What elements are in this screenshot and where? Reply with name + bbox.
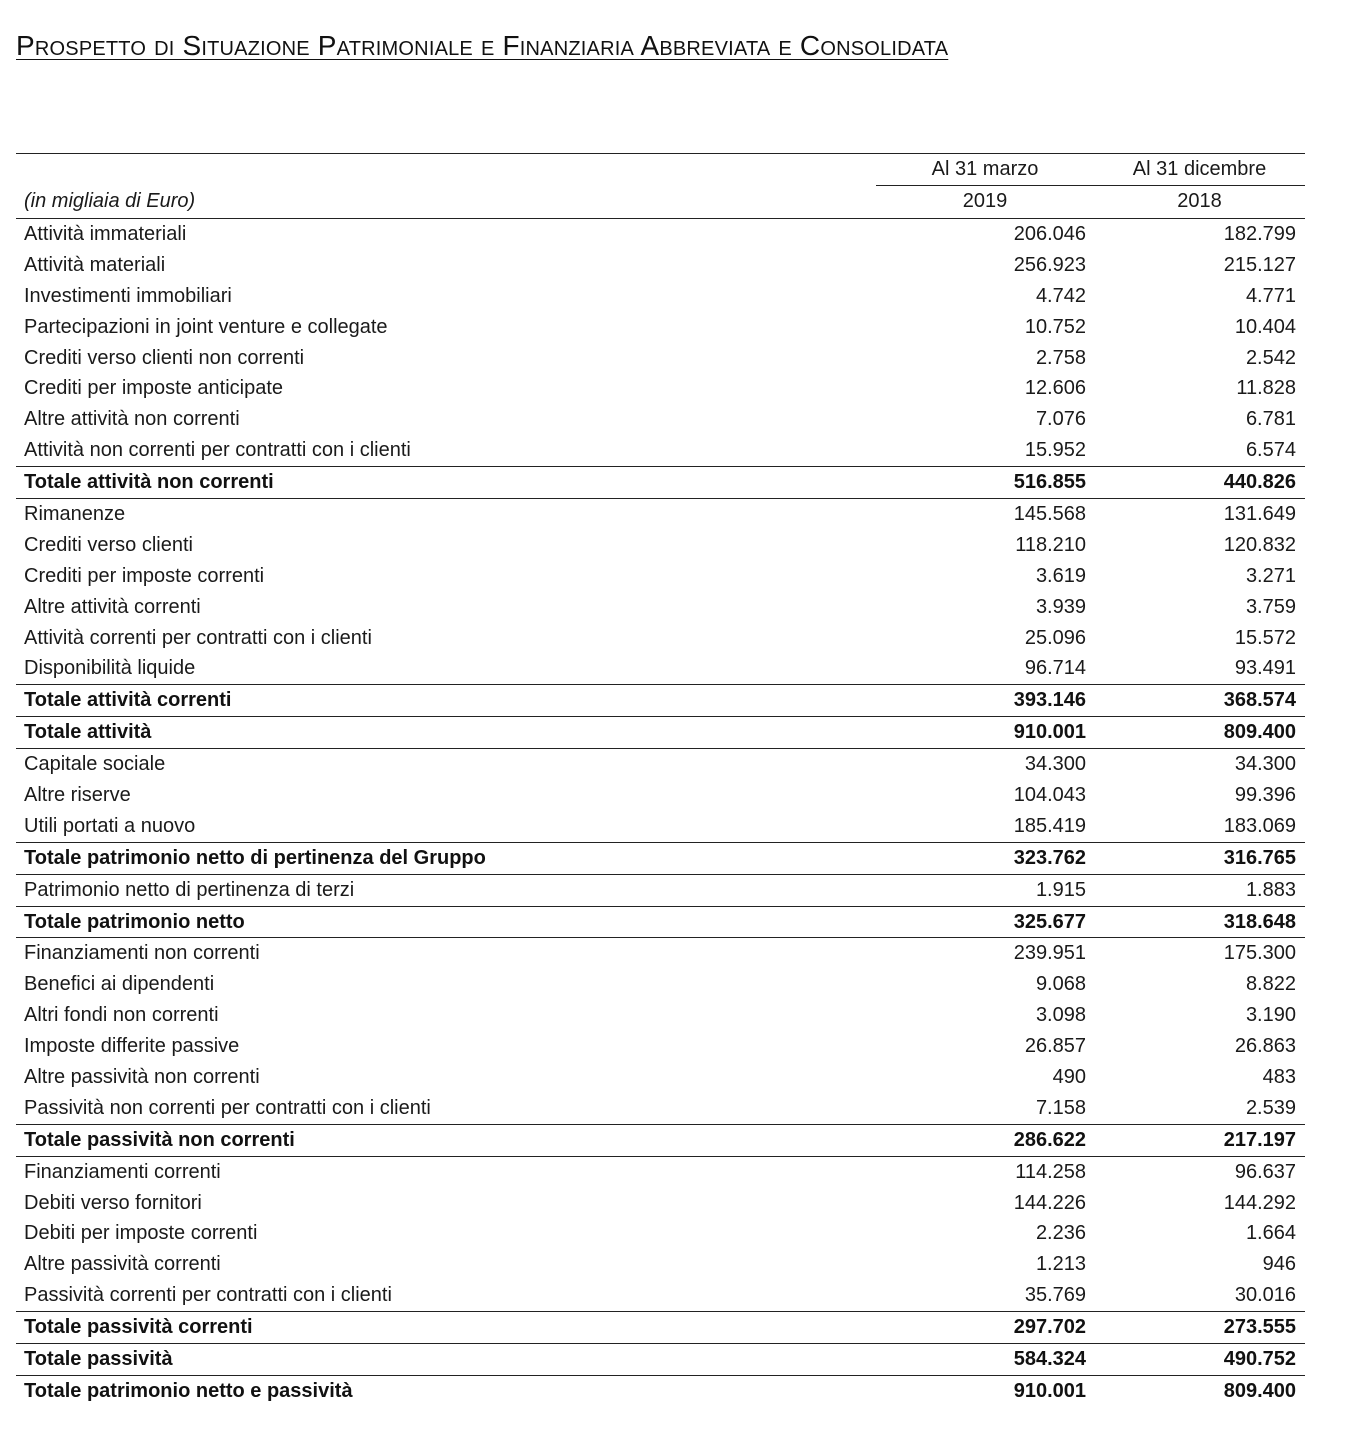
table-row <box>16 561 1305 592</box>
table-row <box>16 343 1305 374</box>
row-label: Investimenti immobiliari <box>24 284 232 307</box>
table-row <box>16 1156 1305 1188</box>
row-label: Imposte differite passive <box>24 1035 240 1058</box>
value-2019: 104.043 <box>1013 783 1086 806</box>
value-2019: 910.001 <box>1013 721 1086 744</box>
row-label: Altre attività correnti <box>24 595 201 618</box>
row-label: Passività non correnti per contratti con i clienti <box>24 1096 431 1119</box>
value-2019: 239.951 <box>1013 942 1086 965</box>
header-divider <box>876 185 1305 186</box>
value-2018: 120.832 <box>1223 533 1296 556</box>
value-2019: 3.098 <box>1035 1004 1086 1027</box>
balance-sheet-table <box>16 153 1305 1407</box>
table-row <box>16 1280 1305 1311</box>
value-2018: 3.271 <box>1245 564 1296 587</box>
value-2019: 297.702 <box>1013 1316 1086 1339</box>
value-2019: 1.915 <box>1035 878 1086 901</box>
value-2018: 131.649 <box>1223 502 1296 525</box>
value-2018: 368.574 <box>1223 689 1296 712</box>
row-label: Attività non correnti per contratti con i clienti <box>24 439 411 462</box>
table-row <box>16 969 1305 1000</box>
value-2018: 273.555 <box>1223 1316 1296 1339</box>
table-row <box>16 404 1305 435</box>
value-2018: 483 <box>1262 1065 1296 1088</box>
value-2019: 35.769 <box>1024 1284 1086 1307</box>
value-2019: 206.046 <box>1013 222 1086 245</box>
value-2018: 1.883 <box>1245 878 1296 901</box>
row-label: Passività correnti per contratti con i clienti <box>24 1284 392 1307</box>
table-row <box>16 1219 1305 1250</box>
row-label: Finanziamenti correnti <box>24 1160 221 1183</box>
row-label: Patrimonio netto di pertinenza di terzi <box>24 878 355 901</box>
row-label: Crediti verso clienti non correnti <box>24 346 305 369</box>
row-label: Altre passività correnti <box>24 1253 221 1276</box>
document-title: Prospetto di Situazione Patrimoniale e Finanziaria Abbreviata e Consolidata <box>16 30 949 61</box>
value-2019: 118.210 <box>1015 533 1086 556</box>
table-row <box>16 748 1305 780</box>
total-row <box>16 1375 1305 1407</box>
table-row <box>16 1093 1305 1124</box>
table-row <box>16 1000 1305 1031</box>
row-label: Debiti per imposte correnti <box>24 1222 258 1245</box>
table-row <box>16 435 1305 466</box>
table-row <box>16 250 1305 281</box>
value-2019: 7.076 <box>1035 408 1086 431</box>
row-label: Altre passività non correnti <box>24 1065 260 1088</box>
row-label: Debiti verso fornitori <box>24 1191 202 1214</box>
row-label: Attività immateriali <box>24 222 187 245</box>
value-2019: 3.619 <box>1035 564 1086 587</box>
value-2019: 12.606 <box>1024 377 1086 400</box>
row-label: Disponibilità liquide <box>24 657 196 680</box>
table-row <box>16 1188 1305 1219</box>
row-label: Crediti verso clienti <box>24 533 193 556</box>
year-header-2018: 2018 <box>1177 190 1222 212</box>
row-label: Crediti per imposte correnti <box>24 564 265 587</box>
row-label: Benefici ai dipendenti <box>24 973 215 996</box>
table-row <box>16 653 1305 684</box>
row-label: Totale attività <box>24 721 152 744</box>
table-row <box>16 811 1305 842</box>
value-2019: 323.762 <box>1013 846 1086 869</box>
table-row <box>16 312 1305 343</box>
table-row <box>16 1031 1305 1062</box>
value-2018: 3.759 <box>1245 595 1296 618</box>
table-row <box>16 1062 1305 1093</box>
value-2018: 440.826 <box>1223 471 1296 494</box>
value-2018: 11.828 <box>1236 377 1296 400</box>
value-2018: 15.572 <box>1234 626 1296 649</box>
value-2019: 325.677 <box>1013 910 1086 933</box>
total-row <box>16 1343 1305 1375</box>
table-header <box>16 154 1305 219</box>
value-2019: 25.096 <box>1024 626 1086 649</box>
table-row <box>16 1249 1305 1280</box>
row-label: Totale patrimonio netto di pertinenza del Gruppo <box>24 846 486 869</box>
value-2018: 1.664 <box>1245 1222 1296 1245</box>
value-2018: 26.863 <box>1234 1035 1296 1058</box>
value-2018: 490.752 <box>1223 1348 1296 1370</box>
row-label: Capitale sociale <box>24 753 166 776</box>
value-2018: 215.127 <box>1223 253 1296 276</box>
value-2019: 7.158 <box>1035 1096 1086 1119</box>
table-row <box>16 937 1305 969</box>
value-2019: 393.146 <box>1013 689 1086 712</box>
value-2018: 217.197 <box>1223 1128 1296 1151</box>
value-2018: 182.799 <box>1223 222 1296 245</box>
value-2019: 3.939 <box>1035 595 1086 618</box>
table-row <box>16 281 1305 312</box>
row-label: Totale passività <box>24 1348 173 1370</box>
value-2018: 316.765 <box>1223 846 1296 869</box>
total-row <box>16 466 1305 498</box>
value-2018: 175.300 <box>1223 942 1296 965</box>
value-2019: 2.758 <box>1035 346 1086 369</box>
total-row <box>16 906 1305 938</box>
value-2018: 183.069 <box>1223 814 1296 837</box>
value-2018: 318.648 <box>1223 910 1296 933</box>
value-2019: 9.068 <box>1035 973 1086 996</box>
table-row <box>16 623 1305 654</box>
value-2018: 99.396 <box>1234 783 1296 806</box>
value-2018: 6.574 <box>1245 439 1296 462</box>
row-label: Altre riserve <box>24 783 131 806</box>
value-2018: 2.542 <box>1245 346 1296 369</box>
total-row <box>16 684 1305 716</box>
value-2018: 96.637 <box>1234 1160 1296 1183</box>
total-row <box>16 1311 1305 1343</box>
value-2018: 34.300 <box>1234 753 1296 776</box>
value-2019: 910.001 <box>1013 1379 1086 1402</box>
row-label: Finanziamenti non correnti <box>24 942 260 965</box>
row-label: Totale patrimonio netto <box>24 910 245 933</box>
value-2019: 145.568 <box>1013 502 1086 525</box>
row-label: Rimanenze <box>24 502 126 525</box>
unit-label: (in migliaia di Euro) <box>24 190 196 212</box>
value-2018: 144.292 <box>1223 1191 1296 1214</box>
value-2018: 809.400 <box>1223 721 1296 744</box>
value-2018: 93.491 <box>1234 657 1296 680</box>
value-2019: 516.855 <box>1013 471 1086 494</box>
year-header-2019: 2019 <box>962 190 1008 212</box>
value-2018: 3.190 <box>1245 1004 1296 1027</box>
row-label: Utili portati a nuovo <box>24 814 196 837</box>
table-body <box>16 219 1305 1407</box>
value-2019: 15.952 <box>1024 439 1086 462</box>
value-2019: 4.742 <box>1035 284 1086 307</box>
total-row <box>16 716 1305 748</box>
value-2018: 809.400 <box>1223 1379 1296 1402</box>
value-2019: 96.714 <box>1024 657 1086 680</box>
table-row <box>16 373 1305 404</box>
period-header-2018: Al 31 dicembre <box>1132 158 1267 180</box>
row-label: Attività materiali <box>24 253 166 276</box>
table-row <box>16 498 1305 530</box>
value-2019: 26.857 <box>1024 1035 1086 1058</box>
value-2019: 114.258 <box>1015 1160 1086 1183</box>
row-label: Totale patrimonio netto e passività <box>24 1379 353 1402</box>
total-row <box>16 1124 1305 1156</box>
total-row <box>16 842 1305 874</box>
value-2018: 2.539 <box>1245 1096 1296 1119</box>
row-label: Crediti per imposte anticipate <box>24 377 284 400</box>
value-2019: 286.622 <box>1013 1128 1086 1151</box>
value-2018: 4.771 <box>1245 284 1296 307</box>
value-2018: 8.822 <box>1245 973 1296 996</box>
table-row <box>16 592 1305 623</box>
value-2019: 2.236 <box>1035 1222 1086 1245</box>
value-2019: 34.300 <box>1024 753 1086 776</box>
table-row <box>16 219 1305 250</box>
value-2018: 10.404 <box>1234 315 1296 338</box>
row-label: Totale passività correnti <box>24 1316 253 1339</box>
period-header-2019: Al 31 marzo <box>931 158 1039 180</box>
row-label: Totale passività non correnti <box>24 1128 295 1151</box>
value-2019: 490 <box>1052 1065 1086 1088</box>
value-2019: 584.324 <box>1013 1348 1086 1370</box>
table-row <box>16 780 1305 811</box>
value-2019: 1.213 <box>1035 1253 1086 1276</box>
value-2019: 10.752 <box>1024 315 1086 338</box>
row-label: Totale attività non correnti <box>24 471 274 494</box>
row-label: Attività correnti per contratti con i clienti <box>24 626 372 649</box>
table-row <box>16 530 1305 561</box>
row-label: Totale attività correnti <box>24 689 232 712</box>
table-row <box>16 874 1305 906</box>
row-label: Altre attività non correnti <box>24 408 240 431</box>
value-2018: 946 <box>1262 1253 1296 1276</box>
value-2019: 144.226 <box>1013 1191 1086 1214</box>
row-label: Partecipazioni in joint venture e collegate <box>24 315 388 338</box>
value-2019: 185.419 <box>1013 814 1086 837</box>
row-label: Altri fondi non correnti <box>24 1004 219 1027</box>
value-2019: 256.923 <box>1013 253 1086 276</box>
value-2018: 6.781 <box>1245 408 1296 431</box>
value-2018: 30.016 <box>1234 1284 1296 1307</box>
